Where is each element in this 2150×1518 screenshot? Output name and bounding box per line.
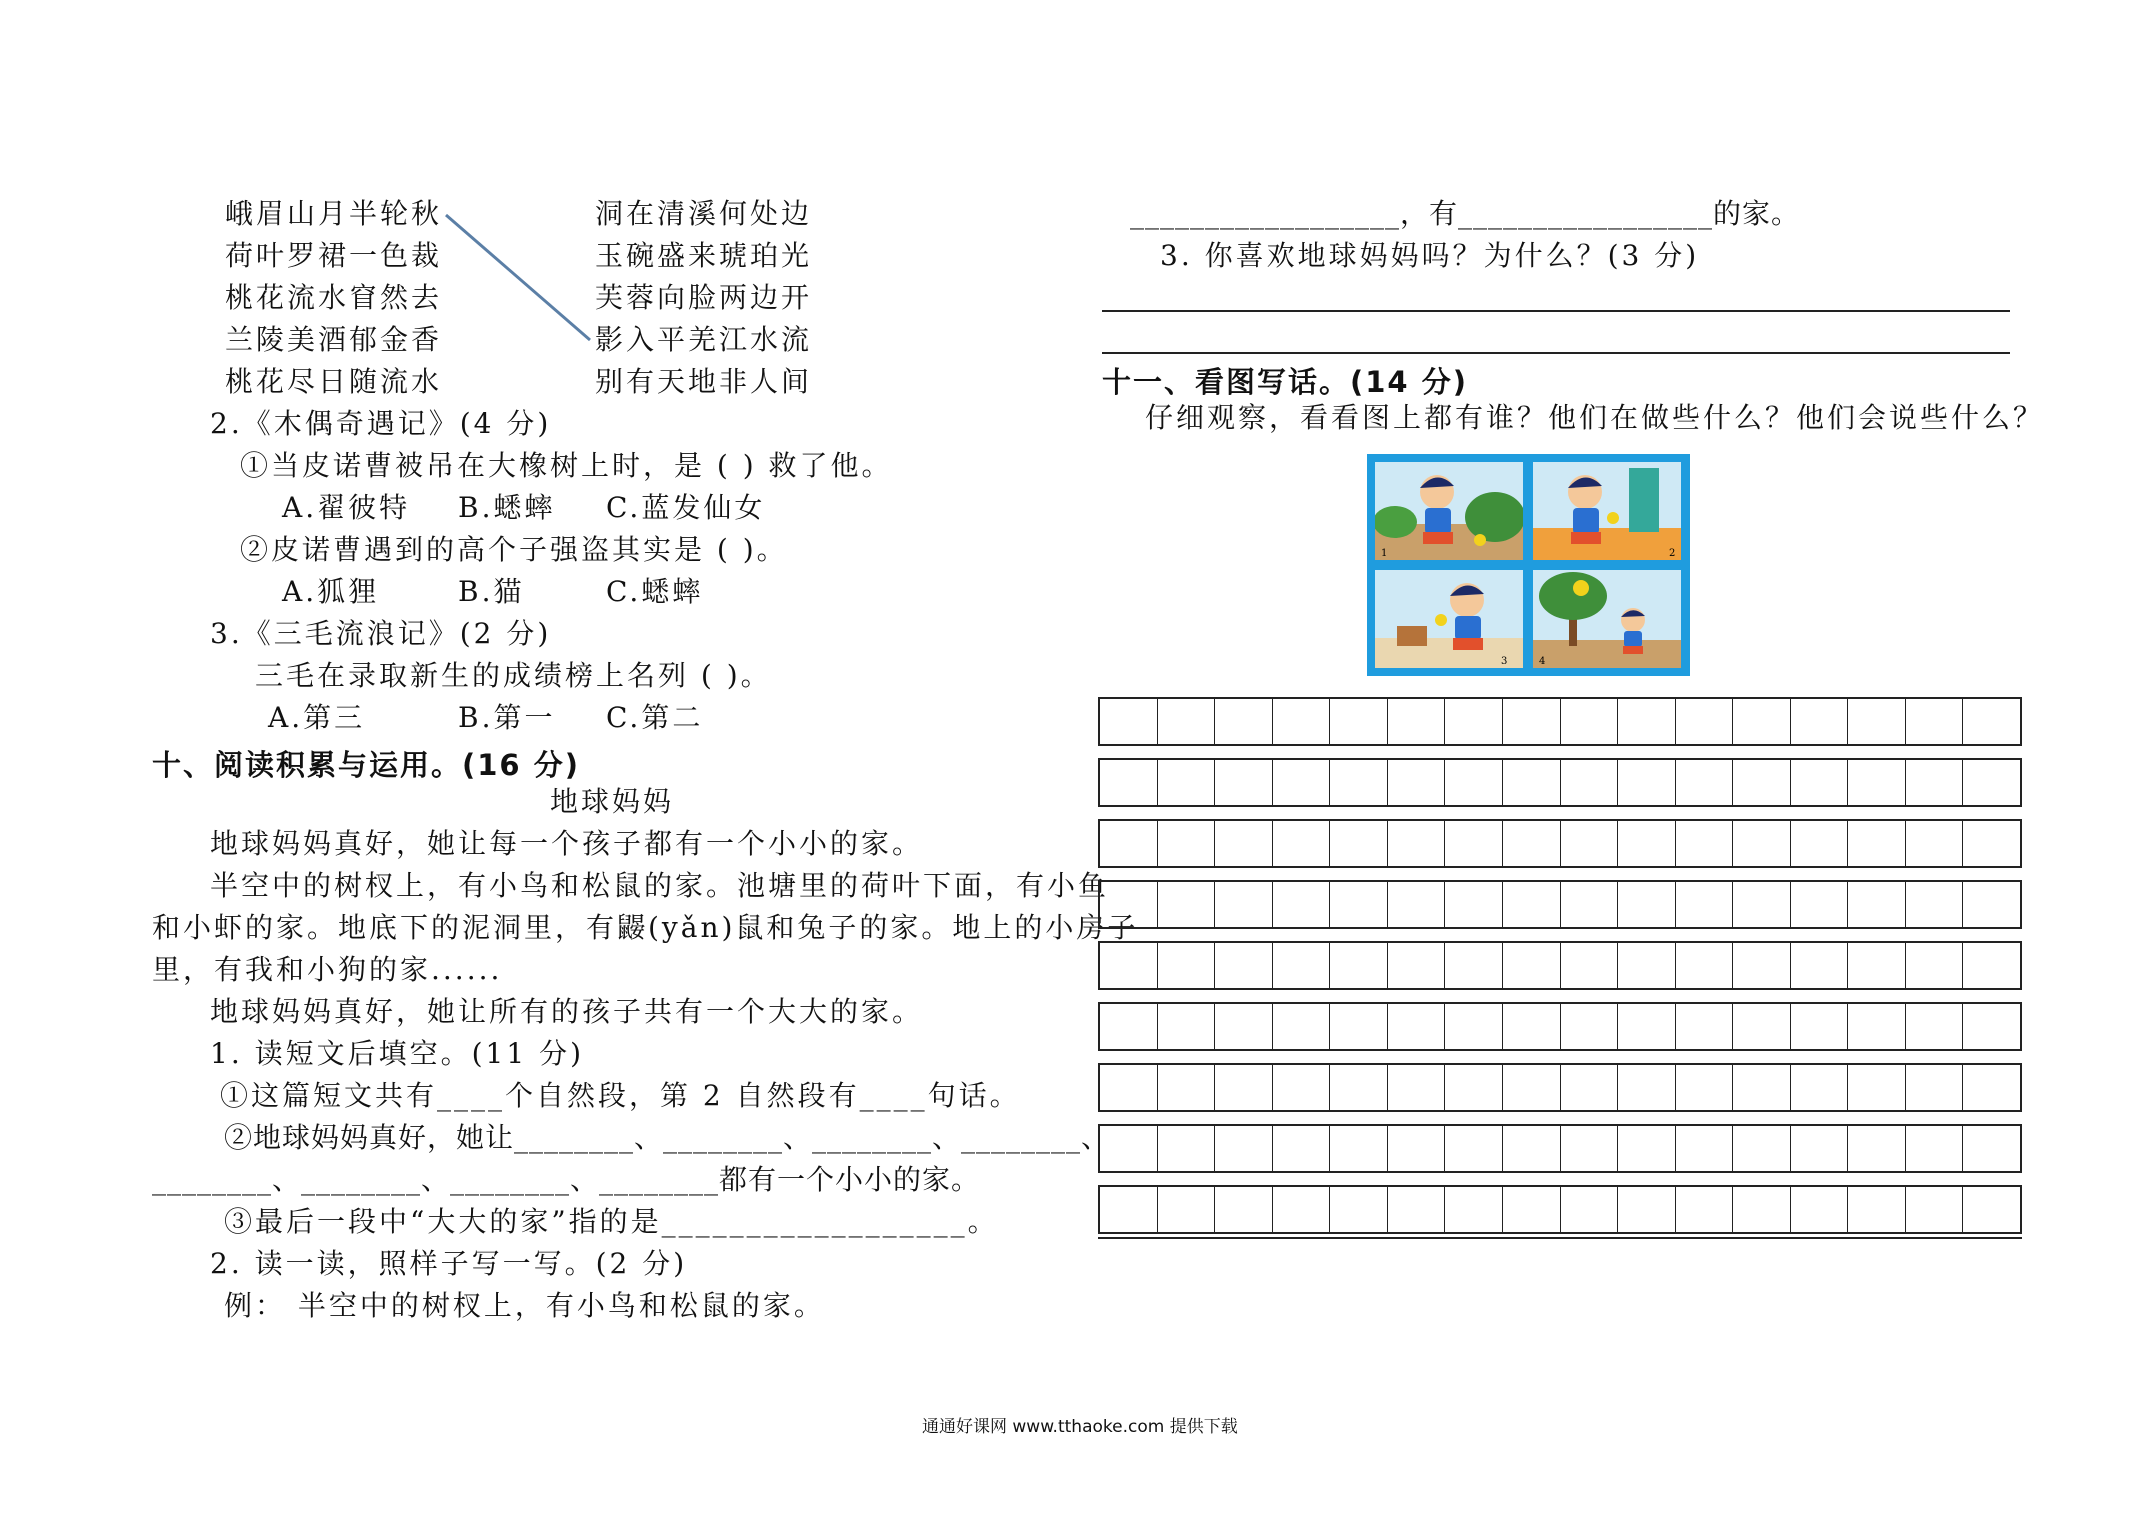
poem-line: 玉碗盛来琥珀光 <box>595 239 813 272</box>
grid-cell[interactable] <box>1618 1126 1676 1171</box>
grid-cell[interactable] <box>1445 1187 1503 1232</box>
grid-cell[interactable] <box>1158 699 1216 744</box>
grid-cell[interactable] <box>1963 1126 2020 1171</box>
fill-blank-question: ________、________、________、________都有一个小小的家。 <box>152 1163 981 1196</box>
grid-cell[interactable] <box>1676 1187 1734 1232</box>
grid-cell[interactable] <box>1618 1004 1676 1049</box>
grid-cell[interactable] <box>1215 882 1273 927</box>
poem-line: 桃花尽日随流水 <box>225 365 443 398</box>
grid-cell[interactable] <box>1273 1004 1331 1049</box>
grid-cell[interactable] <box>1676 821 1734 866</box>
question-title: 1. 读短文后填空。(11 分) <box>210 1037 584 1070</box>
grid-cell[interactable] <box>1158 943 1216 988</box>
grid-cell[interactable] <box>1618 882 1676 927</box>
grid-cell[interactable] <box>1330 943 1388 988</box>
grid-cell[interactable] <box>1618 760 1676 805</box>
grid-cell[interactable] <box>1561 1065 1619 1110</box>
grid-cell[interactable] <box>1445 1126 1503 1171</box>
grid-cell[interactable] <box>1618 1187 1676 1232</box>
grid-cell[interactable] <box>1906 1126 1964 1171</box>
grid-cell[interactable] <box>1791 821 1849 866</box>
grid-cell[interactable] <box>1100 1004 1158 1049</box>
example-sentence: 例： 半空中的树杈上，有小鸟和松鼠的家。 <box>224 1289 825 1322</box>
fill-blank-question: ③最后一段中“大大的家”指的是__________________。 <box>224 1205 999 1238</box>
grid-cell[interactable] <box>1503 882 1561 927</box>
grid-cell[interactable] <box>1273 1126 1331 1171</box>
grid-cell[interactable] <box>1848 1065 1906 1110</box>
comic-panel <box>1375 462 1523 560</box>
grid-cell[interactable] <box>1848 699 1906 744</box>
grid-bottom-line <box>1098 1237 2022 1239</box>
question-text: 三毛在录取新生的成绩榜上名列 ( )。 <box>255 659 772 692</box>
grid-cell[interactable] <box>1733 1187 1791 1232</box>
passage-paragraph: 地球妈妈真好，她让每一个孩子都有一个小小的家。 <box>210 827 924 860</box>
question-title: 3. 你喜欢地球妈妈吗？为什么？(3 分) <box>1160 239 1700 272</box>
poem-line: 荷叶罗裙一色裁 <box>225 239 443 272</box>
grid-cell[interactable] <box>1963 699 2020 744</box>
comic-panel <box>1533 462 1681 560</box>
grid-row <box>1098 1124 2022 1173</box>
option: A.狐狸 <box>282 575 380 608</box>
grid-cell[interactable] <box>1503 1187 1561 1232</box>
grid-row <box>1098 1063 2022 1112</box>
grid-cell[interactable] <box>1676 882 1734 927</box>
answer-line <box>1102 352 2010 354</box>
grid-cell[interactable] <box>1388 699 1446 744</box>
svg-text:4: 4 <box>1539 656 1546 667</box>
grid-cell[interactable] <box>1388 1065 1446 1110</box>
grid-cell[interactable] <box>1676 1004 1734 1049</box>
grid-cell[interactable] <box>1215 943 1273 988</box>
grid-cell[interactable] <box>1561 1126 1619 1171</box>
grid-cell[interactable] <box>1733 882 1791 927</box>
grid-cell[interactable] <box>1388 821 1446 866</box>
grid-cell[interactable] <box>1733 821 1791 866</box>
grid-cell[interactable] <box>1273 882 1331 927</box>
poem-line: 兰陵美酒郁金香 <box>225 323 443 356</box>
comic-panel <box>1375 570 1523 668</box>
answer-line <box>1102 310 2010 312</box>
grid-cell[interactable] <box>1273 760 1331 805</box>
grid-cell[interactable] <box>1848 1126 1906 1171</box>
fill-blank-question: ①这篇短文共有____个自然段，第 2 自然段有____句话。 <box>220 1079 1021 1112</box>
grid-cell[interactable] <box>1733 1004 1791 1049</box>
grid-row <box>1098 1185 2022 1234</box>
grid-cell[interactable] <box>1100 760 1158 805</box>
passage-paragraph: 里，有我和小狗的家...... <box>152 953 503 986</box>
grid-cell[interactable] <box>1388 943 1446 988</box>
grid-cell[interactable] <box>1733 1126 1791 1171</box>
grid-cell[interactable] <box>1503 821 1561 866</box>
grid-cell[interactable] <box>1503 1065 1561 1110</box>
section-heading: 十、阅读积累与运用。(16 分) <box>152 748 580 782</box>
grid-cell[interactable] <box>1388 760 1446 805</box>
poem-line: 洞在清溪何处边 <box>595 197 813 230</box>
grid-cell[interactable] <box>1561 1187 1619 1232</box>
grid-cell[interactable] <box>1445 1004 1503 1049</box>
comic-panel <box>1533 570 1681 668</box>
grid-cell[interactable] <box>1273 1065 1331 1110</box>
grid-cell[interactable] <box>1158 1065 1216 1110</box>
grid-cell[interactable] <box>1100 821 1158 866</box>
grid-cell[interactable] <box>1330 1004 1388 1049</box>
grid-cell[interactable] <box>1963 943 2020 988</box>
fill-blank-question: __________________，有_________________的家。 <box>1130 197 1801 230</box>
poem-line: 别有天地非人间 <box>595 365 813 398</box>
grid-cell[interactable] <box>1503 1004 1561 1049</box>
grid-cell[interactable] <box>1848 1187 1906 1232</box>
grid-cell[interactable] <box>1561 943 1619 988</box>
grid-cell[interactable] <box>1388 882 1446 927</box>
grid-cell[interactable] <box>1388 1187 1446 1232</box>
grid-cell[interactable] <box>1100 1187 1158 1232</box>
grid-cell[interactable] <box>1963 1187 2020 1232</box>
grid-cell[interactable] <box>1906 821 1964 866</box>
passage-paragraph: 地球妈妈真好，她让所有的孩子共有一个大大的家。 <box>210 995 924 1028</box>
svg-text:1: 1 <box>1381 548 1388 559</box>
passage-paragraph: 和小虾的家。地底下的泥洞里，有鼹(yǎn)鼠和兔子的家。地上的小房子 <box>152 911 1139 944</box>
grid-cell[interactable] <box>1503 1126 1561 1171</box>
option: B.蟋蟀 <box>458 491 556 524</box>
grid-cell[interactable] <box>1676 943 1734 988</box>
grid-cell[interactable] <box>1388 1004 1446 1049</box>
grid-cell[interactable] <box>1791 760 1849 805</box>
question-title: 3.《三毛流浪记》(2 分) <box>210 617 552 650</box>
grid-cell[interactable] <box>1848 760 1906 805</box>
grid-cell[interactable] <box>1733 943 1791 988</box>
grid-cell[interactable] <box>1791 1187 1849 1232</box>
grid-cell[interactable] <box>1906 1187 1964 1232</box>
section-heading: 十一、看图写话。(14 分) <box>1102 365 1468 399</box>
grid-row <box>1098 1002 2022 1051</box>
grid-cell[interactable] <box>1330 1187 1388 1232</box>
grid-cell[interactable] <box>1848 821 1906 866</box>
grid-cell[interactable] <box>1791 882 1849 927</box>
grid-cell[interactable] <box>1273 821 1331 866</box>
grid-cell[interactable] <box>1791 699 1849 744</box>
grid-cell[interactable] <box>1445 760 1503 805</box>
grid-cell[interactable] <box>1445 882 1503 927</box>
poem-line: 峨眉山月半轮秋 <box>225 197 443 230</box>
question-title: 2.《木偶奇遇记》(4 分) <box>210 407 552 440</box>
grid-cell[interactable] <box>1158 1187 1216 1232</box>
option: C.第二 <box>606 701 704 734</box>
grid-cell[interactable] <box>1503 943 1561 988</box>
passage-title: 地球妈妈 <box>550 785 675 818</box>
poem-line: 芙蓉向脸两边开 <box>595 281 813 314</box>
grid-cell[interactable] <box>1561 1004 1619 1049</box>
svg-text:2: 2 <box>1669 548 1676 559</box>
grid-cell[interactable] <box>1963 1004 2020 1049</box>
fill-blank-question: ②地球妈妈真好，她让________、________、________、________、 <box>224 1121 1111 1154</box>
grid-cell[interactable] <box>1676 1065 1734 1110</box>
grid-cell[interactable] <box>1158 882 1216 927</box>
grid-cell[interactable] <box>1215 1126 1273 1171</box>
grid-cell[interactable] <box>1273 699 1331 744</box>
grid-row <box>1098 941 2022 990</box>
grid-cell[interactable] <box>1963 1065 2020 1110</box>
grid-cell[interactable] <box>1963 760 2020 805</box>
grid-cell[interactable] <box>1561 882 1619 927</box>
grid-cell[interactable] <box>1906 882 1964 927</box>
grid-cell[interactable] <box>1330 760 1388 805</box>
question-text: ①当皮诺曹被吊在大橡树上时，是 ( ) 救了他。 <box>240 449 893 482</box>
grid-cell[interactable] <box>1963 821 2020 866</box>
option: C.蓝发仙女 <box>606 491 766 524</box>
grid-cell[interactable] <box>1215 821 1273 866</box>
option: A.第三 <box>268 701 366 734</box>
grid-cell[interactable] <box>1733 699 1791 744</box>
grid-cell[interactable] <box>1100 1065 1158 1110</box>
grid-cell[interactable] <box>1906 1065 1964 1110</box>
comic-strip-image <box>1367 454 1690 676</box>
grid-cell[interactable] <box>1330 821 1388 866</box>
grid-cell[interactable] <box>1330 882 1388 927</box>
grid-cell[interactable] <box>1158 821 1216 866</box>
option: A.翟彼特 <box>282 491 411 524</box>
option: B.猫 <box>458 575 525 608</box>
grid-cell[interactable] <box>1733 760 1791 805</box>
passage-paragraph: 半空中的树杈上，有小鸟和松鼠的家。池塘里的荷叶下面，有小鱼 <box>210 869 1110 902</box>
question-text: ②皮诺曹遇到的高个子强盗其实是 ( )。 <box>240 533 788 566</box>
grid-cell[interactable] <box>1503 699 1561 744</box>
grid-cell[interactable] <box>1273 943 1331 988</box>
grid-cell[interactable] <box>1100 699 1158 744</box>
poem-line: 影入平羌江水流 <box>595 323 813 356</box>
grid-cell[interactable] <box>1848 1004 1906 1049</box>
grid-cell[interactable] <box>1215 760 1273 805</box>
grid-cell[interactable] <box>1561 821 1619 866</box>
grid-cell[interactable] <box>1445 1065 1503 1110</box>
grid-cell[interactable] <box>1503 760 1561 805</box>
poem-line: 桃花流水窅然去 <box>225 281 443 314</box>
grid-cell[interactable] <box>1330 1126 1388 1171</box>
grid-cell[interactable] <box>1215 1187 1273 1232</box>
grid-cell[interactable] <box>1158 760 1216 805</box>
grid-cell[interactable] <box>1791 1004 1849 1049</box>
grid-cell[interactable] <box>1445 821 1503 866</box>
grid-cell[interactable] <box>1100 882 1158 927</box>
grid-cell[interactable] <box>1330 1065 1388 1110</box>
grid-cell[interactable] <box>1561 760 1619 805</box>
grid-cell[interactable] <box>1215 1004 1273 1049</box>
grid-cell[interactable] <box>1618 821 1676 866</box>
grid-row <box>1098 819 2022 868</box>
grid-cell[interactable] <box>1618 943 1676 988</box>
grid-cell[interactable] <box>1388 1126 1446 1171</box>
grid-cell[interactable] <box>1791 1126 1849 1171</box>
grid-cell[interactable] <box>1906 1004 1964 1049</box>
grid-cell[interactable] <box>1158 1126 1216 1171</box>
grid-cell[interactable] <box>1676 699 1734 744</box>
grid-cell[interactable] <box>1215 1065 1273 1110</box>
grid-cell[interactable] <box>1618 1065 1676 1110</box>
grid-cell[interactable] <box>1733 1065 1791 1110</box>
grid-row <box>1098 880 2022 929</box>
grid-cell[interactable] <box>1445 699 1503 744</box>
grid-cell[interactable] <box>1676 1126 1734 1171</box>
grid-cell[interactable] <box>1561 699 1619 744</box>
question-title: 2. 读一读，照样子写一写。(2 分) <box>210 1247 688 1280</box>
svg-text:3: 3 <box>1501 656 1508 667</box>
grid-cell[interactable] <box>1906 760 1964 805</box>
grid-cell[interactable] <box>1676 760 1734 805</box>
writing-prompt: 仔细观察，看看图上都有谁？他们在做些什么？他们会说些什么？ <box>1145 401 2045 434</box>
grid-cell[interactable] <box>1100 1126 1158 1171</box>
grid-cell[interactable] <box>1791 943 1849 988</box>
grid-cell[interactable] <box>1273 1187 1331 1232</box>
grid-cell[interactable] <box>1848 943 1906 988</box>
grid-cell[interactable] <box>1791 1065 1849 1110</box>
grid-cell[interactable] <box>1158 1004 1216 1049</box>
grid-row <box>1098 758 2022 807</box>
grid-cell[interactable] <box>1848 882 1906 927</box>
grid-row <box>1098 697 2022 746</box>
grid-cell[interactable] <box>1906 699 1964 744</box>
option: C.蟋蟀 <box>606 575 704 608</box>
grid-cell[interactable] <box>1618 699 1676 744</box>
grid-cell[interactable] <box>1215 699 1273 744</box>
page-footer: 通通好课网 www.tthaoke.com 提供下载 <box>922 1417 1238 1437</box>
grid-cell[interactable] <box>1445 943 1503 988</box>
grid-cell[interactable] <box>1330 699 1388 744</box>
grid-cell[interactable] <box>1100 943 1158 988</box>
grid-cell[interactable] <box>1963 882 2020 927</box>
grid-cell[interactable] <box>1906 943 1964 988</box>
option: B.第一 <box>458 701 556 734</box>
